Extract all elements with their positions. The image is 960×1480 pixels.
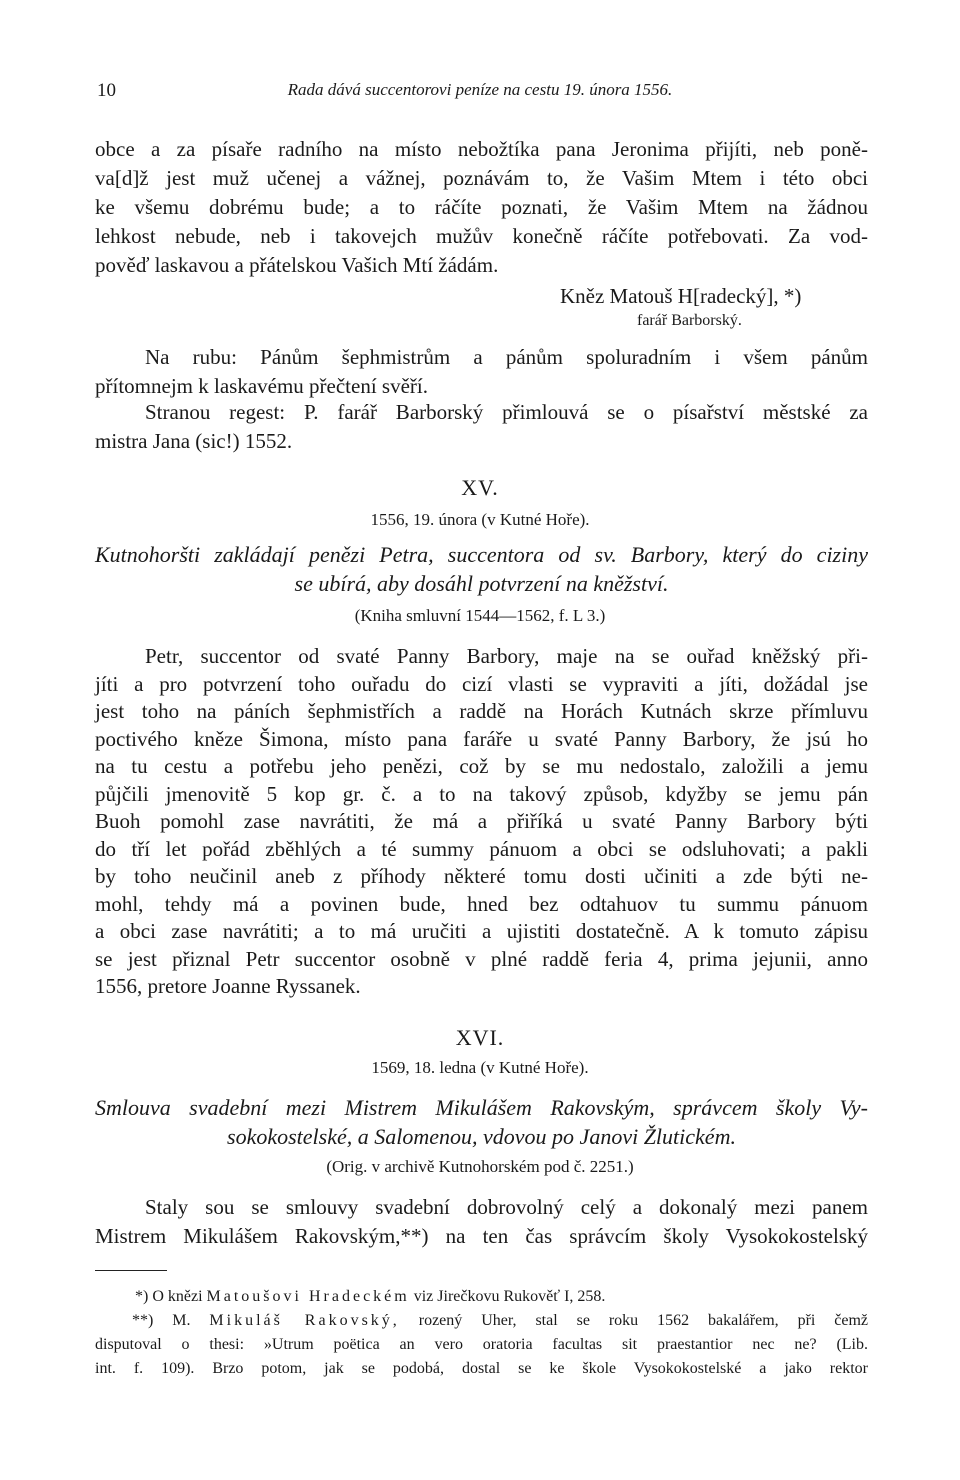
section-number: XVI. [455, 1025, 505, 1050]
footnote-name: Mikuláš Rakovský, [209, 1312, 400, 1329]
text-line: va[d]ž jest muž učenej a vážnej, poznávám to, že Vašim Mtem i této obci [95, 166, 868, 190]
text-line: do tří let pořád zběhlých a té summy pánuom a obci se odsluhovati; a pakli [95, 836, 868, 861]
signature-role: farář Barborský. [637, 312, 742, 329]
footnote-2 [95, 1309, 868, 1333]
text-line: obce a za písaře radního na místo nebožtíka pana Jeronima přijíti, neb poně- [95, 137, 868, 161]
text-line: na tu cestu a potřebu jeho penězi, což by se mu nedostalo, založili a jemu [95, 754, 868, 778]
rubu-paragraph [95, 343, 868, 401]
regest-paragraph [95, 398, 868, 456]
intro-paragraph [95, 135, 868, 280]
page-number: 10 [97, 80, 116, 101]
footnote-text: rozený Uher, stal se roku 1562 bakalářem, při čemž [418, 1312, 869, 1329]
footnotes [95, 1285, 868, 1381]
running-title: Rada dává succentorovi peníze na cestu 19. února 1556. [287, 80, 673, 99]
text-line: disputoval o thesi: »Utrum poëtica an vero oratoria facultas sit praestantior nec ne? (Lib. [95, 1336, 868, 1353]
text-line: jest toho na páních šephmistřích a raddě na Horách Kutnách skrze přímluvu [95, 699, 868, 723]
text-line: jíti a pro potvrzení toho ouřadu do cizí vlasti se vypraviti a jíti, dožádal jse [95, 671, 868, 696]
footnote-text: viz Jirečkovu Rukověť I, 258. [413, 1288, 606, 1305]
signature-name: Kněz Matouš H[radecký], *) [560, 284, 802, 308]
text-line: ke všemu dobrému bude; a to ráčíte poznati, že Vašim Mtem na žádnou [95, 195, 868, 219]
text-line: se jest přiznal Petr succentor osobně v plné raddě feria 4, prima jejunii, anno [95, 946, 868, 971]
text-line: by toho neučinil aneb z příhody některé tomu dosti učiniti a zde býti ne- [95, 864, 868, 888]
section-title [95, 540, 868, 598]
title-line: se ubírá, aby dosáhl potvrzení na kněžství. [294, 571, 669, 596]
text-line: 1556, pretore Joanne Ryssanek. [95, 974, 361, 998]
text-line: int. f. 109). Brzo potom, jak se podobá, dostal se ke škole Vysokokostelské a jako rektor [95, 1360, 868, 1377]
section-date: 1569, 18. ledna (v Kutné Hoře). [371, 1058, 589, 1077]
footnote-marker: **) M. [132, 1312, 191, 1329]
text-line: poctivého kněze Šimona, místo pana faráře u svaté Panny Barbory, že jsú ho [95, 726, 868, 751]
section-title [95, 1093, 868, 1151]
text-line: Na rubu: Pánům šephmistrům a pánům spoluradním i všem pánům [145, 345, 868, 369]
text-line: a obci zase navrátiti; a to má uručiti a ujistiti dostatečně. A k tomuto zápisu [95, 919, 868, 943]
text-line: mistra Jana (sic!) 1552. [95, 429, 293, 453]
section-source: (Kniha smluvní 1544—1562, f. L 3.) [354, 606, 606, 625]
section-body [95, 643, 868, 1001]
footnote-1 [95, 1285, 868, 1309]
text-line: lehkost nebude, neb i takovejch mužův konečně ráčíte potřebovati. Za vod- [95, 224, 868, 248]
section-date: 1556, 19. února (v Kutné Hoře). [370, 510, 590, 529]
text-line: mohl, tehdy má a povinen bude, hned bez odtahuov tu summu pánuom [95, 891, 868, 916]
section-number: XV. [461, 475, 499, 500]
text-line: přítomnejm k laskavému přečtení svěří. [95, 374, 428, 398]
text-line: Buoh pomohl zase navrátiti, že má a přiříká u svaté Panny Barbory býti [95, 809, 868, 833]
text-line: Stranou regest: P. farář Barborský přimlouvá se o písařství městské za [145, 400, 868, 424]
title-line: Smlouva svadební mezi Mistrem Mikulášem Rakovským, správcem školy Vy- [95, 1095, 868, 1120]
footnote-marker: *) O knězi [135, 1288, 203, 1305]
text-line: půjčili jmenovitě 5 kop gr. č. a to na takový způsob, kdyžby se jemu pán [95, 781, 868, 806]
text-line: pověď laskavou a přátelskou Vašich Mtí žádám. [95, 253, 499, 277]
title-line: Kutnohoršti zakládají penězi Petra, succentora od sv. Barbory, který do ciziny [95, 542, 868, 567]
footnote-name: Matoušovi Hradeckém [206, 1288, 410, 1305]
text-line: Mistrem Mikulášem Rakovským,**) na ten čas správcím školy Vysokokostelský [95, 1224, 868, 1248]
section-body [95, 1193, 868, 1251]
text-line: Petr, succentor od svaté Panny Barbory, maje na se ouřad kněžský při- [145, 644, 868, 668]
section-source: (Orig. v archivě Kutnohorském pod č. 2251.) [326, 1157, 634, 1176]
title-line: sokokostelské, a Salomenou, vdovou po Janovi Žlutickém. [227, 1124, 736, 1149]
text-line: Staly sou se smlouvy svadební dobrovolný celý a dokonalý mezi panem [145, 1195, 868, 1219]
footnote-divider [95, 1270, 167, 1271]
